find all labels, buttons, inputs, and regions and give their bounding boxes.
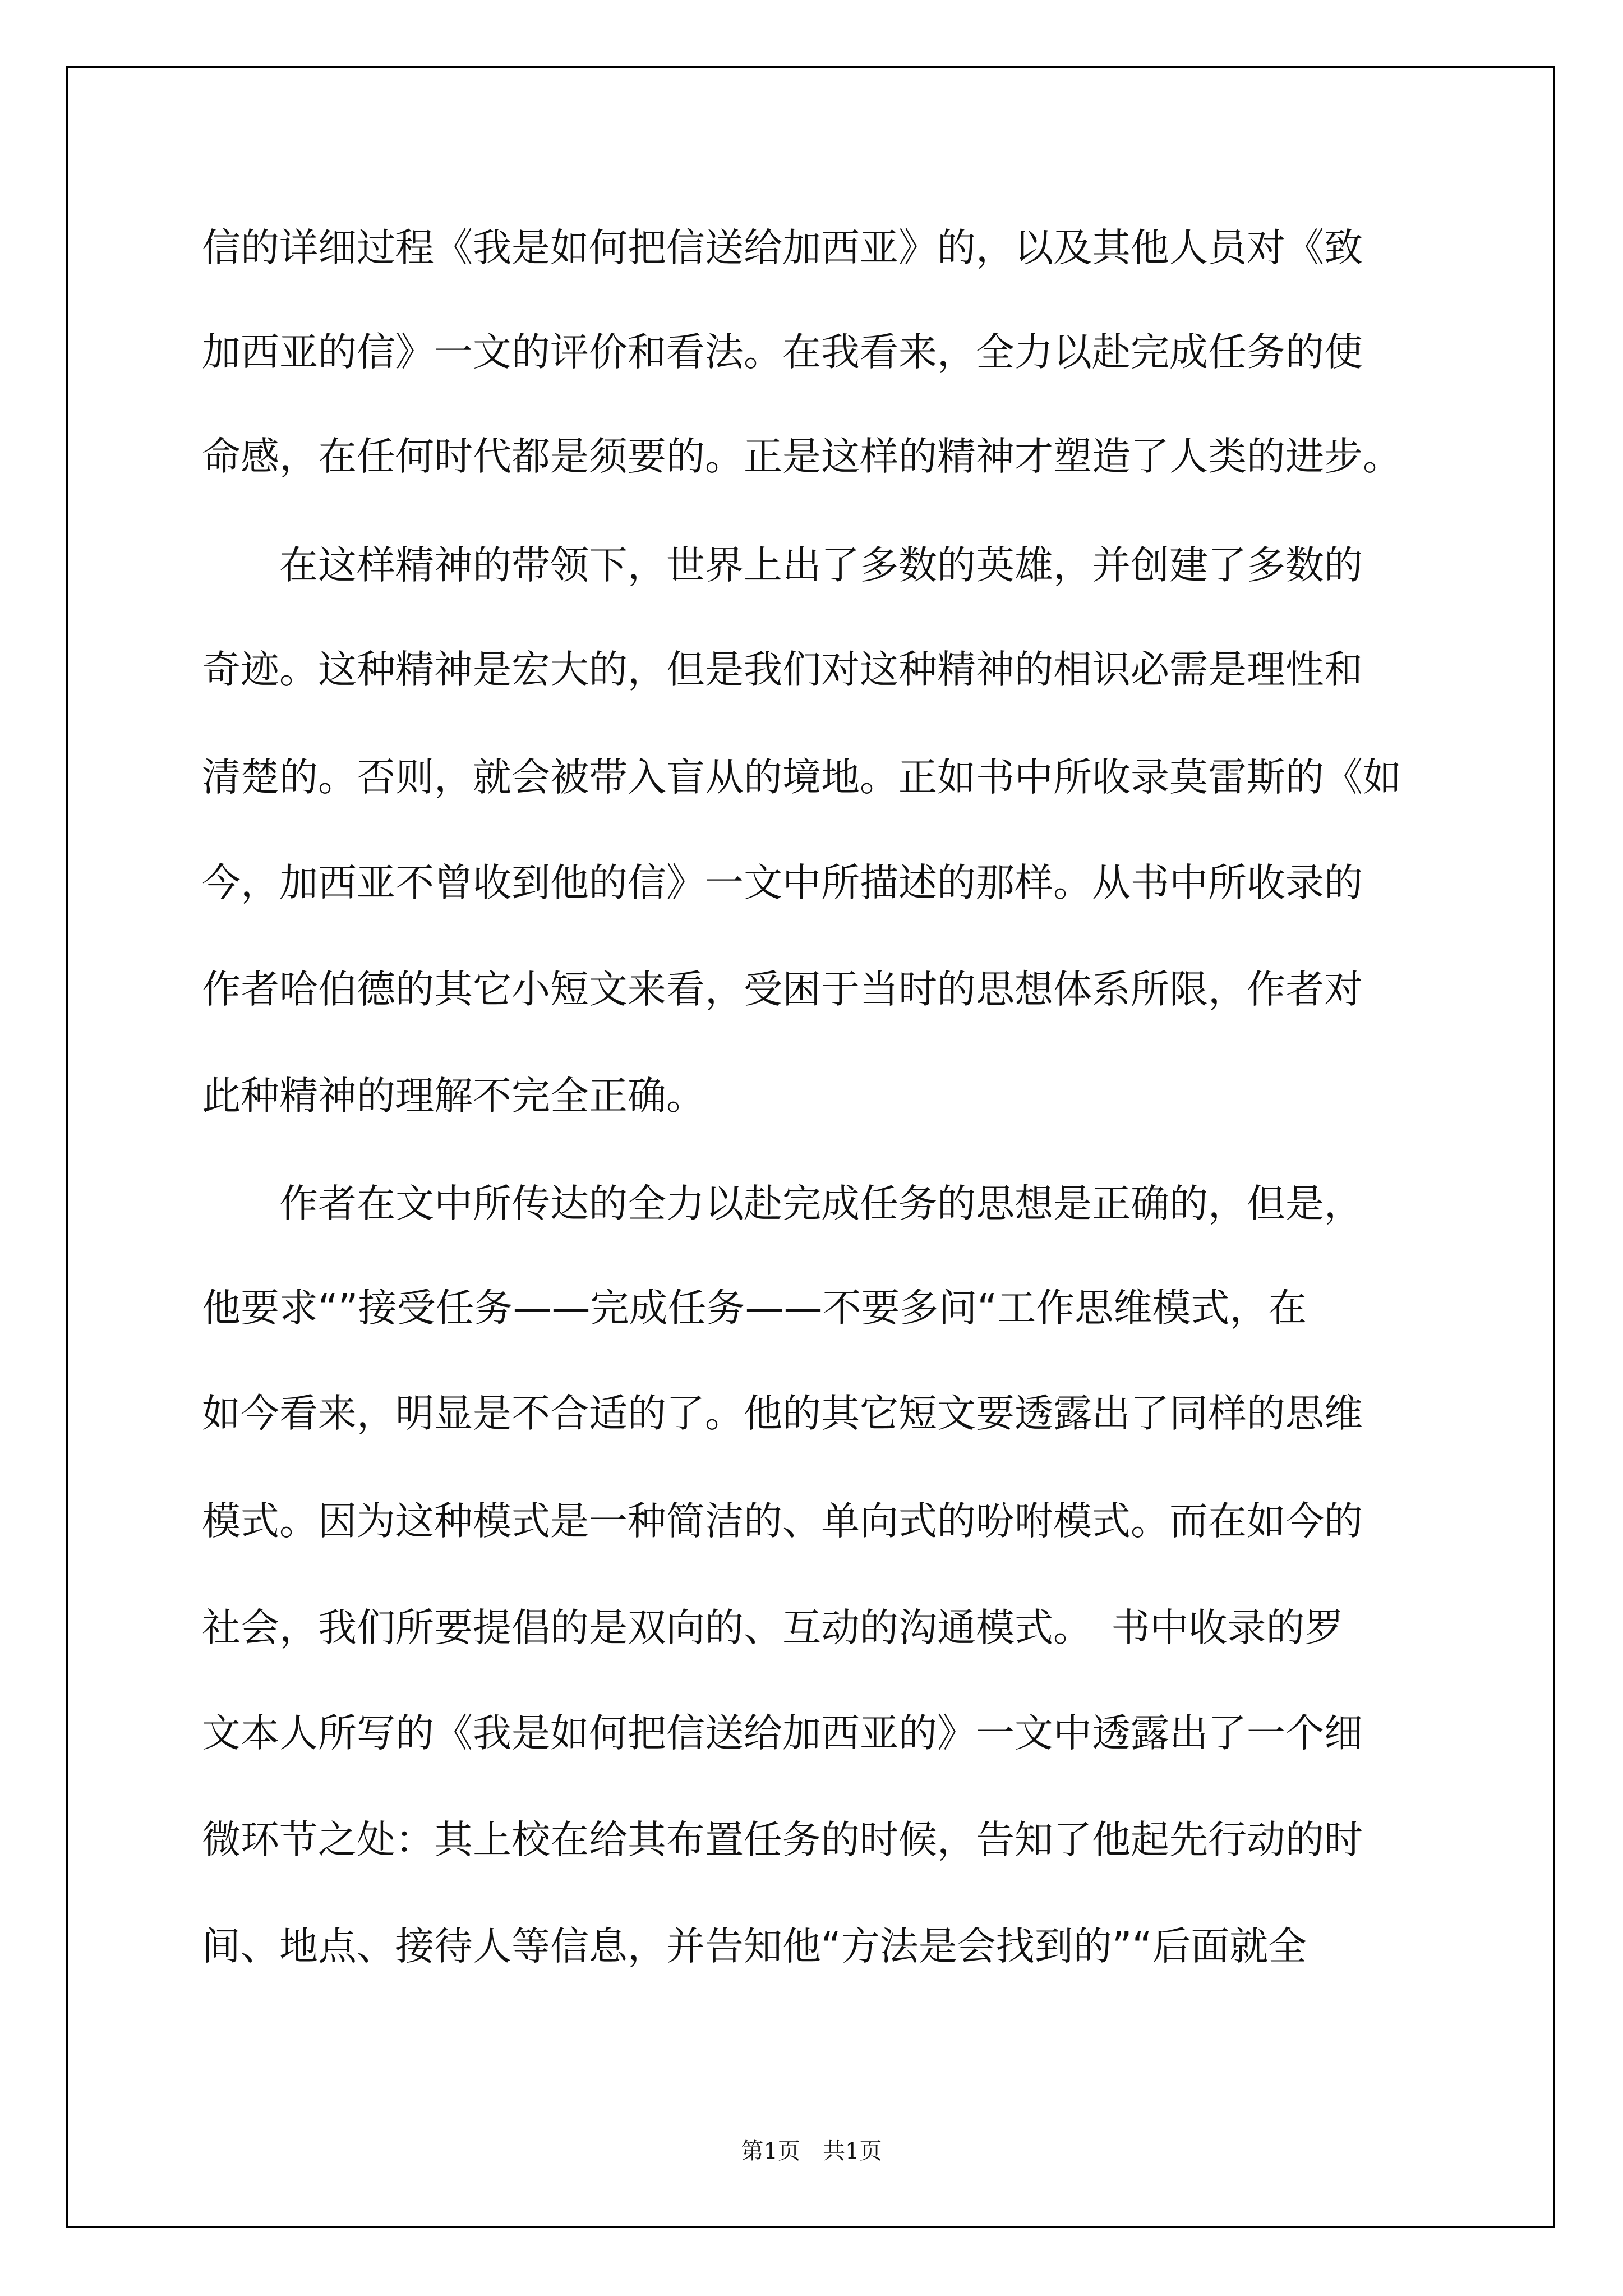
text-line: 文本人所写的《我是如何把信送给加西亚的》一文中透露出了一个细 — [202, 1711, 1363, 1756]
text-line: 加西亚的信》一文的评价和看法。在我看来，全力以赴完成任务的使 — [202, 330, 1363, 375]
text-line: 作者哈伯德的其它小短文来看，受困于当时的思想体系所限，作者对 — [202, 967, 1363, 1012]
text-line: 间、地点、接待人等信息，并告知他“方法是会找到的”“后面就全 — [202, 1924, 1307, 1969]
text-line: 如今看来，明显是不合适的了。他的其它短文要透露出了同样的思维 — [202, 1391, 1363, 1436]
page-number-footer: 第1页 共1页 — [741, 2138, 882, 2164]
text-line: 他要求“”接受任务——完成任务——不要多问“工作思维模式，在 — [202, 1286, 1307, 1331]
page-border — [66, 66, 1555, 2228]
text-line: 微环节之处：其上校在给其布置任务的时候，告知了他起先行动的时 — [202, 1818, 1363, 1862]
text-line: 信的详细过程《我是如何把信送给加西亚》的，以及其他人员对《致 — [202, 226, 1363, 270]
text-line: 命感，在任何时代都是须要的。正是这样的精神才塑造了人类的进步。 — [202, 434, 1401, 479]
text-line: 今，加西亚不曾收到他的信》一文中所描述的那样。从书中所收录的 — [202, 861, 1363, 905]
text-line: 此种精神的理解不完全正确。 — [202, 1074, 705, 1119]
text-line: 社会，我们所要提倡的是双向的、互动的沟通模式。 书中收录的罗 — [202, 1605, 1344, 1650]
text-line: 在这样精神的带领下，世界上出了多数的英雄，并创建了多数的 — [202, 543, 1363, 588]
text-line: 作者在文中所传达的全力以赴完成任务的思想是正确的，但是， — [202, 1181, 1363, 1226]
text-line: 清楚的。否则，就会被带入盲从的境地。正如书中所收录莫雷斯的《如 — [202, 755, 1401, 800]
text-line: 奇迹。这种精神是宏大的，但是我们对这种精神的相识必需是理性和 — [202, 647, 1363, 692]
text-line: 模式。因为这种模式是一种简洁的、单向式的吩咐模式。而在如今的 — [202, 1499, 1363, 1544]
